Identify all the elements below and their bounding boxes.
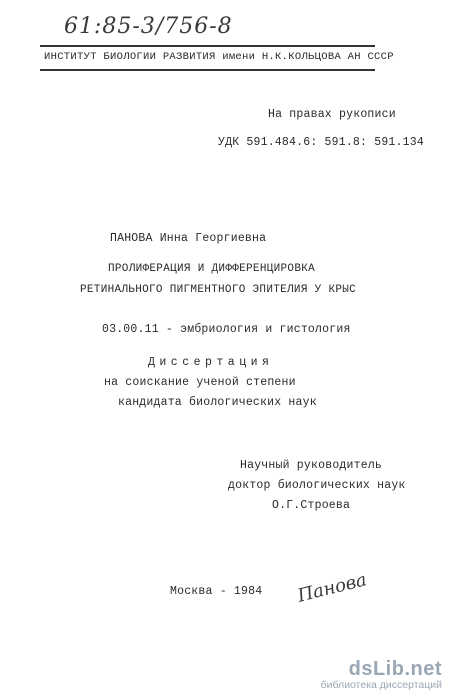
author-signature: Панова: [295, 569, 369, 607]
dissertation-title-line-2: РЕТИНАЛЬНОГО ПИГМЕНТНОГО ЭПИТЕЛИЯ У КРЫС: [80, 284, 357, 296]
author-name: ПАНОВА Инна Георгиевна: [110, 232, 267, 245]
header-rule-bottom: [40, 69, 375, 71]
degree-line-2: кандидата биологических наук: [118, 396, 317, 409]
specialty-code: 03.00.11 - эмбриология и гистология: [102, 323, 351, 336]
watermark-logo: dsLib.net: [348, 658, 442, 680]
header-rule-top: [40, 45, 375, 47]
city-year: Москва - 1984: [170, 585, 263, 598]
supervisor-label: Научный руководитель: [240, 459, 383, 472]
udc-code: УДК 591.484.6: 591.8: 591.134: [218, 136, 424, 149]
watermark-subtitle: библиотека диссертаций: [320, 679, 442, 691]
supervisor-name: О.Г.Строева: [272, 499, 351, 512]
handwritten-archive-code: 61:85-3/756-8: [64, 14, 233, 39]
watermark: [321, 658, 442, 691]
dissertation-title-line-1: ПРОЛИФЕРАЦИЯ И ДИФФЕРЕНЦИРОВКА: [108, 263, 316, 275]
manuscript-rights: На правах рукописи: [268, 108, 396, 121]
document-type: Диссертация: [148, 356, 274, 369]
supervisor-degree: доктор биологических наук: [228, 479, 406, 492]
institute-name: ИНСТИТУТ БИОЛОГИИ РАЗВИТИЯ имени Н.К.КОЛЬЦОВА АН СССР: [44, 51, 394, 63]
degree-line-1: на соискание ученой степени: [104, 376, 296, 389]
